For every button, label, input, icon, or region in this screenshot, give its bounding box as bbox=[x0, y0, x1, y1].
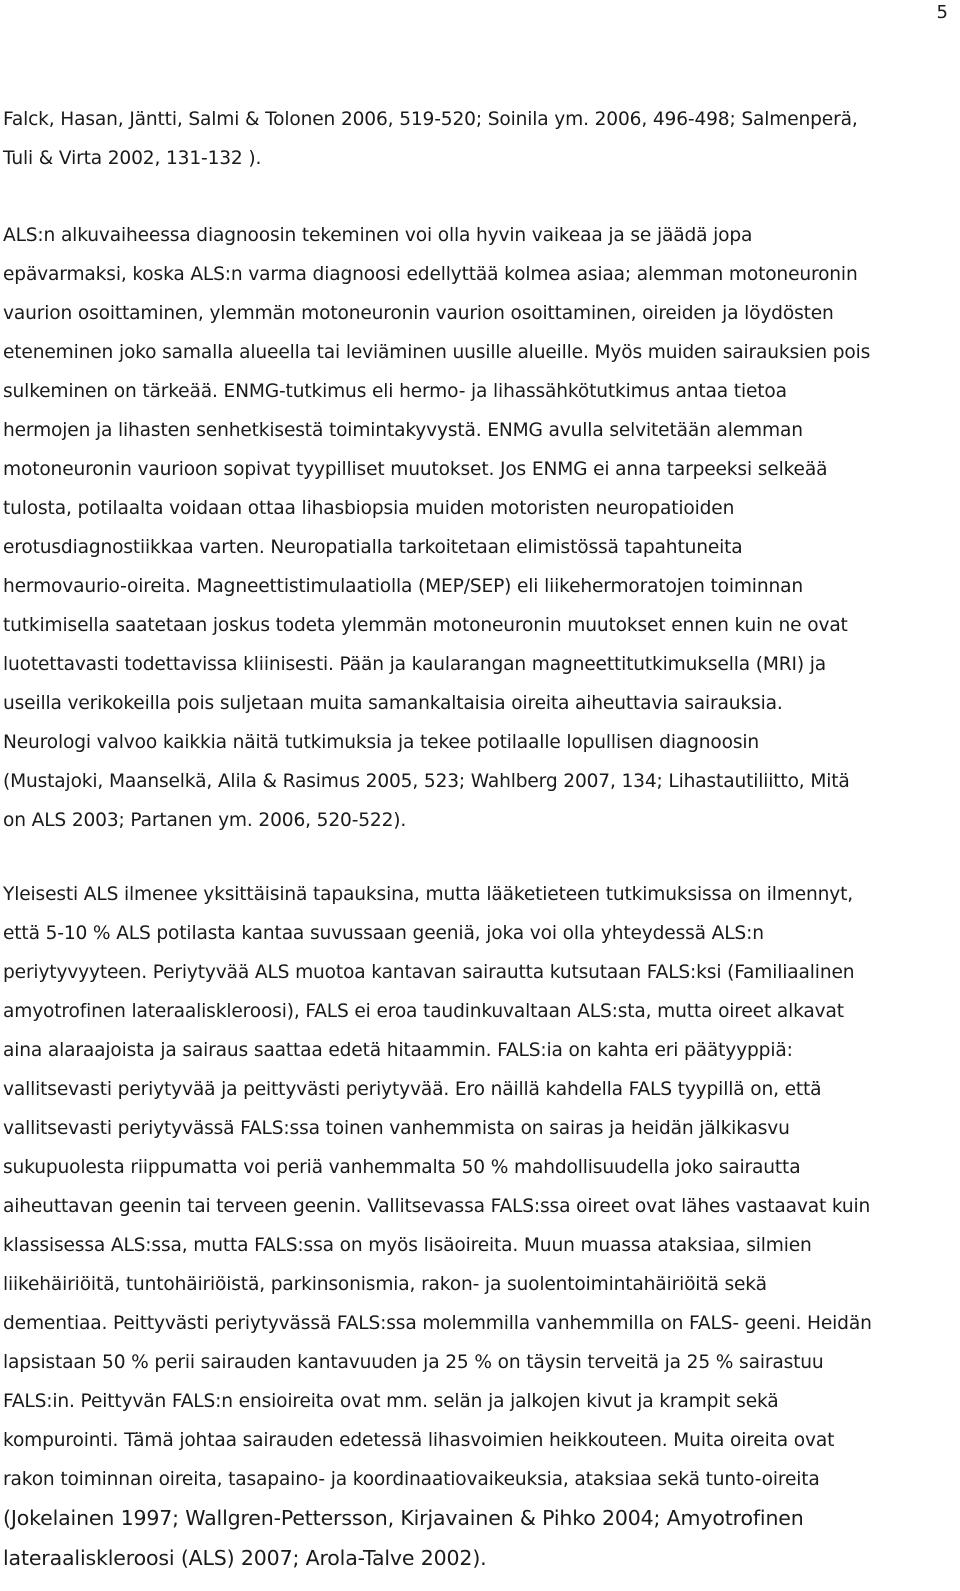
text-line: eteneminen joko samalla alueella tai leviäminen uusille alueille. Myös muiden sairauksien pois bbox=[3, 342, 871, 363]
text-line: lateraaliskleroosi (ALS) 2007; Arola-Talve 2002). bbox=[3, 1546, 487, 1570]
text-line: Falck, Hasan, Jäntti, Salmi & Tolonen 2006, 519-520; Soinila ym. 2006, 496-498; Salmenperä, bbox=[3, 109, 858, 130]
text-line: (Jokelainen 1997; Wallgren-Pettersson, Kirjavainen & Pihko 2004; Amyotrofinen bbox=[3, 1506, 804, 1530]
text-line: lapsistaan 50 % perii sairauden kantavuuden ja 25 % on täysin terveitä ja 25 % sairastuu bbox=[3, 1352, 824, 1373]
text-line: vallitsevasti periytyvässä FALS:ssa toinen vanhemmista on sairas ja heidän jälkikasvu bbox=[3, 1118, 790, 1139]
text-line: ALS:n alkuvaiheessa diagnoosin tekeminen voi olla hyvin vaikeaa ja se jäädä jopa bbox=[3, 225, 753, 246]
text-line: sulkeminen on tärkeää. ENMG-tutkimus eli hermo- ja lihassähkötutkimus antaa tietoa bbox=[3, 381, 787, 402]
text-line: (Mustajoki, Maanselkä, Alila & Rasimus 2005, 523; Wahlberg 2007, 134; Lihastautiliitto, Mitä bbox=[3, 771, 850, 792]
text-line: useilla verikokeilla pois suljetaan muita samankaltaisia oireita aiheuttavia sairauksia. bbox=[3, 693, 783, 714]
text-line: dementiaa. Peittyvästi periytyvässä FALS:ssa molemmilla vanhemmilla on FALS- geeni. Heidän bbox=[3, 1313, 872, 1334]
text-line: aina alaraajoista ja sairaus saattaa edetä hitaammin. FALS:ia on kahta eri päätyyppiä: bbox=[3, 1040, 793, 1061]
text-line: periytyvyyteen. Periytyvää ALS muotoa kantavan sairautta kutsutaan FALS:ksi (Familiaalinen bbox=[3, 962, 855, 983]
text-line: Tuli & Virta 2002, 131-132 ). bbox=[3, 148, 262, 169]
text-line: liikehäiriöitä, tuntohäiriöistä, parkinsonismia, rakon- ja suolentoimintahäiriöitä sekä bbox=[3, 1274, 767, 1295]
text-line: aiheuttavan geenin tai terveen geenin. Vallitsevassa FALS:ssa oireet ovat lähes vastaavat kuin bbox=[3, 1196, 871, 1217]
text-line: vaurion osoittaminen, ylemmän motoneuronin vaurion osoittaminen, oireiden ja löydösten bbox=[3, 303, 834, 324]
text-line: rakon toiminnan oireita, tasapaino- ja koordinaatiovaikeuksia, ataksiaa sekä tunto-oireita bbox=[3, 1469, 820, 1490]
text-line: motoneuronin vaurioon sopivat tyypilliset muutokset. Jos ENMG ei anna tarpeeksi selkeää bbox=[3, 459, 828, 480]
text-line: klassisessa ALS:ssa, mutta FALS:ssa on myös lisäoireita. Muun muassa ataksiaa, silmien bbox=[3, 1235, 812, 1256]
page-number: 5 bbox=[936, 2, 948, 23]
text-line: Yleisesti ALS ilmenee yksittäisinä tapauksina, mutta lääketieteen tutkimuksissa on ilmennyt, bbox=[3, 884, 854, 905]
text-line: FALS:in. Peittyvän FALS:n ensioireita ovat mm. selän ja jalkojen kivut ja krampit sekä bbox=[3, 1391, 779, 1412]
text-line: hermojen ja lihasten senhetkisestä toimintakyvystä. ENMG avulla selvitetään alemman bbox=[3, 420, 803, 441]
text-line: epävarmaksi, koska ALS:n varma diagnoosi edellyttää kolmea asiaa; alemman motoneuronin bbox=[3, 264, 858, 285]
text-line: että 5-10 % ALS potilasta kantaa suvussaan geeniä, joka voi olla yhteydessä ALS:n bbox=[3, 923, 764, 944]
text-line: Neurologi valvoo kaikkia näitä tutkimuksia ja tekee potilaalle lopullisen diagnoosin bbox=[3, 732, 760, 753]
text-line: sukupuolesta riippumatta voi periä vanhemmalta 50 % mahdollisuudella joko sairautta bbox=[3, 1157, 801, 1178]
text-line: kompurointi. Tämä johtaa sairauden edetessä lihasvoimien heikkouteen. Muita oireita ovat bbox=[3, 1430, 835, 1451]
text-line: on ALS 2003; Partanen ym. 2006, 520-522). bbox=[3, 810, 407, 831]
text-line: tulosta, potilaalta voidaan ottaa lihasbiopsia muiden motoristen neuropatioiden bbox=[3, 498, 735, 519]
text-line: amyotrofinen lateraaliskleroosi), FALS ei eroa taudinkuvaltaan ALS:sta, mutta oireet alkavat bbox=[3, 1001, 844, 1022]
text-line: tutkimisella saatetaan joskus todeta ylemmän motoneuronin muutokset ennen kuin ne ovat bbox=[3, 615, 848, 636]
text-line: vallitsevasti periytyvää ja peittyvästi periytyvää. Ero näillä kahdella FALS tyypillä on, että bbox=[3, 1079, 822, 1100]
text-line: erotusdiagnostiikkaa varten. Neuropatialla tarkoitetaan elimistössä tapahtuneita bbox=[3, 537, 743, 558]
text-line: luotettavasti todettavissa kliinisesti. Pään ja kaularangan magneettitutkimuksella (MRI) ja bbox=[3, 654, 826, 675]
text-line: hermovaurio-oireita. Magneettistimulaatiolla (MEP/SEP) eli liikehermoratojen toiminnan bbox=[3, 576, 803, 597]
